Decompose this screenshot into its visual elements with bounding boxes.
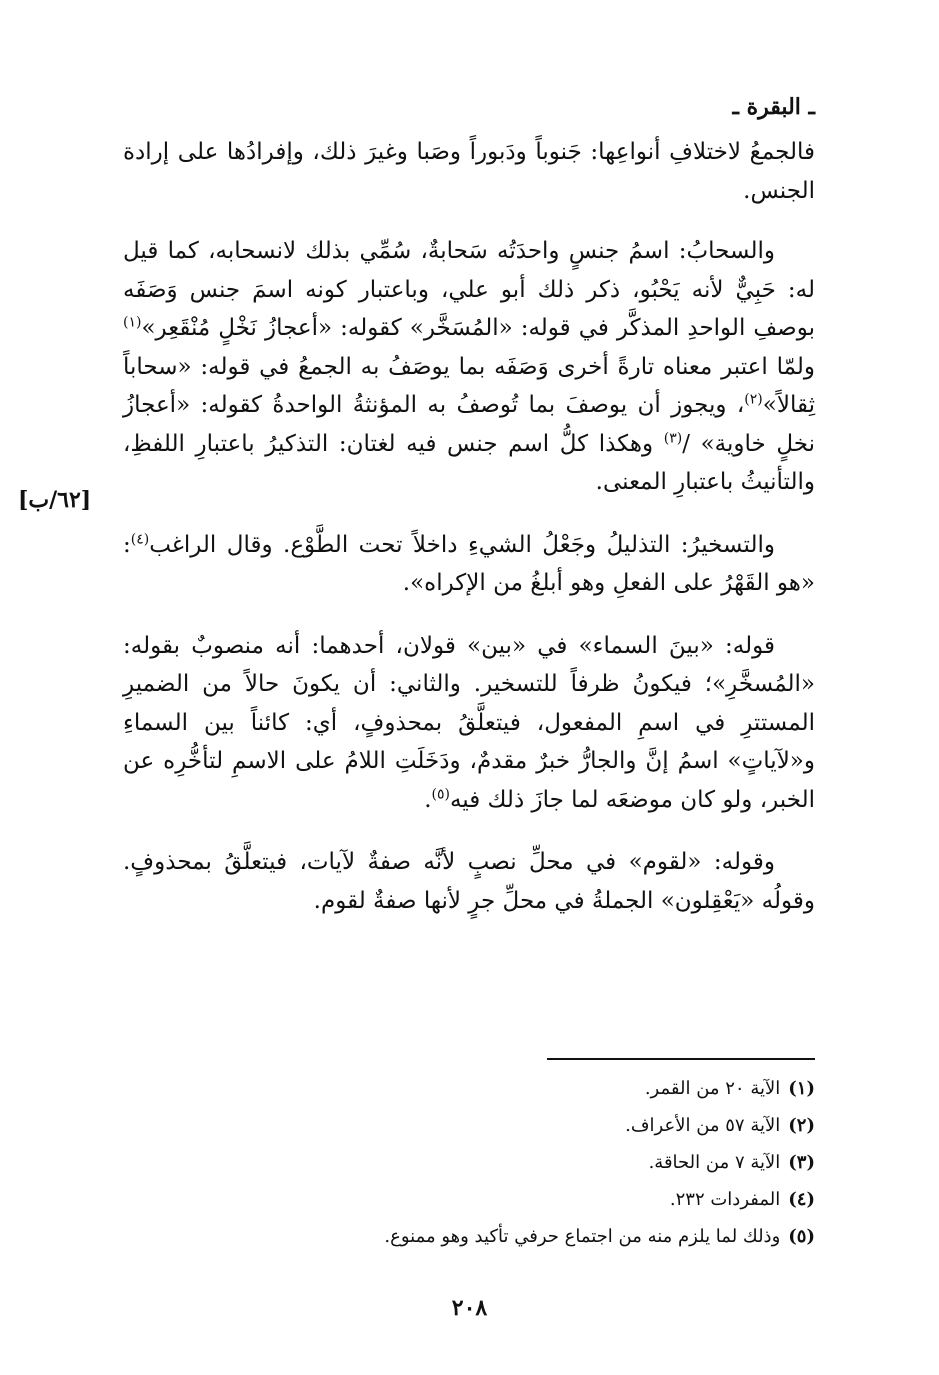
footnotes-list [115, 1070, 815, 1255]
footnote-text: المفردات ٢٣٢. [669, 1189, 781, 1210]
footnote-number: (١) [788, 1078, 815, 1099]
paragraph-1: فالجمعُ لاختلافِ أنواعِها: جَنوباً ودَبوراً وصَبا وغيرَ ذلك، وإفرادُها على إرادة الجنس. [123, 139, 815, 204]
footnote-item [115, 1144, 815, 1181]
footnote-number: (٥) [788, 1226, 815, 1247]
manuscript-folio-marker: [٦٢/ب] [18, 487, 92, 513]
footnote-item [115, 1218, 815, 1255]
main-text [123, 133, 815, 944]
page-number: ٢٠٨ [451, 1295, 488, 1321]
running-header: ـ البقرة ـ [732, 94, 815, 120]
footnote-ref-3[interactable]: (٣) [663, 429, 683, 446]
paragraph-5: وقوله: «لقوم» في محلِّ نصبٍ لأنَّه صفةٌ لآيات، فيتعلَّقُ بمحذوفٍ. وقولُه «يَعْقِلون» الجملةُ في محلِّ جرٍ لأنها صفةٌ لقوم. [123, 849, 815, 914]
footnote-number: (٢) [788, 1115, 815, 1136]
footnote-item [115, 1181, 815, 1218]
paragraph-2-part-c: ، ويجوز أن يوصفَ بما تُوصفُ به المؤنثةُ الواحدةُ كقوله: «أعجازُ نخلٍ خاوية» / [123, 392, 815, 457]
paragraph-4-part-b: . [424, 786, 432, 813]
footnote-item [115, 1107, 815, 1144]
paragraph-4 [123, 627, 815, 820]
footnote-ref-2[interactable]: (٢) [744, 391, 763, 408]
paragraph-4-part-a: قوله: «بينَ السماء» في «بين» قولان، أحدهما: أنه منصوبٌ بقوله: «المُسخَّرِ»؛ فيكونُ ظرفاً للتسخير. والثاني: أن يكونَ حالاً من الضميرِ المستترِ في اسمِ المفعول، فيتعلَّقُ بمحذوفٍ، أي: كائناً بين السماءِ و«لآياتٍ» اسمُ إنَّ والجارُّ خبرٌ مقدمٌ، ودَخَلَتِ اللامُ على الاسمِ لتأخُّرِه عن الخبر، ولو كان موضعَه لما جازَ ذلك فيه [123, 632, 815, 813]
footnote-text: الآية ٢٠ من القمر. [644, 1078, 781, 1099]
footnote-ref-5[interactable]: (٥) [431, 785, 450, 802]
paragraph-2-part-d: وهكذا كلُّ اسم جنس فيه لغتان: التذكيرُ باعتبارِ اللفظِ، والتأنيثُ باعتبارِ المعنى. [123, 430, 815, 495]
paragraph-2-part-b: ولمّا اعتبر معناه تارةً أخرى وَصَفَه بما يوصَفُ به الجمعُ في قوله: «سحاباً ثِقالاً» [123, 353, 815, 418]
footnote-text: الآية ٧ من الحاقة. [648, 1152, 781, 1173]
paragraph-2 [123, 232, 815, 502]
footnote-separator [547, 1058, 815, 1060]
paragraph-2-part-a: والسحابُ: اسمُ جنسٍ واحدَتُه سَحابةٌ، سُمِّي بذلك لانسحابه، كما قيل له: حَبِيٌّ لأنه يَحْبُو، ذكر ذلك أبو علي، وباعتبار كونه اسمَ جنس وَصَفَه بوصفِ الواحدِ المذكَّر في قوله: «المُسَخَّر» كقوله: «أعجازُ نَخْلٍ مُنْقَعِر» [123, 238, 815, 341]
footnote-ref-1[interactable]: (١) [123, 314, 142, 331]
paragraph-3-part-b: : «هو القَهْرُ على الفعلِ وهو أبلغُ من الإكراه». [123, 531, 815, 596]
paragraph-3 [123, 526, 815, 603]
footnote-text: وذلك لما يلزم منه من اجتماع حرفي تأكيد وهو ممنوع. [384, 1226, 781, 1247]
footnote-number: (٣) [788, 1152, 815, 1173]
footnote-text: الآية ٥٧ من الأعراف. [625, 1115, 781, 1136]
footnote-item [115, 1070, 815, 1107]
paragraph-3-part-a: والتسخيرُ: التذليلُ وجَعْلُ الشيءِ داخلاً تحت الطَّوْع. وقال الراغب [149, 531, 775, 558]
footnote-ref-4[interactable]: (٤) [130, 530, 150, 547]
footnote-number: (٤) [788, 1189, 815, 1210]
